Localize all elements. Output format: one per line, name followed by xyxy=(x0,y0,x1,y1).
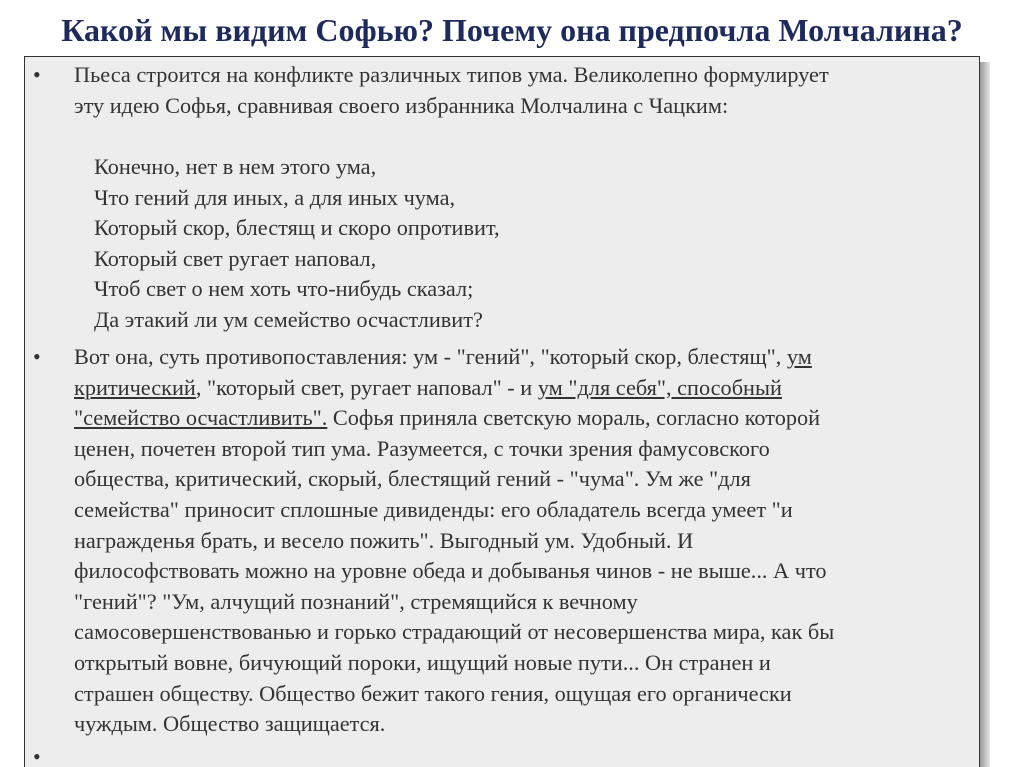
analysis-line: открытый вовне, бичующий пороки, ищущий новые пути... Он странен и xyxy=(74,649,771,675)
bullet-3: • xyxy=(33,744,41,767)
analysis-line: страшен обществу. Общество бежит такого гения, ощущая его органически xyxy=(74,680,792,706)
analysis-line: философствовать можно на уровне обеда и добыванья чинов - не выше... А что xyxy=(74,558,827,584)
analysis-line xyxy=(74,403,974,434)
bullet-2: • xyxy=(33,344,41,369)
analysis-text: Вот она, суть противопоставления: ум - "гений", "который скор, блестящ", xyxy=(74,344,787,369)
intro-paragraph xyxy=(74,60,974,121)
underlined-text: ум "для себя", способный xyxy=(537,374,782,400)
poem-quote xyxy=(94,152,500,336)
intro-line: Пьеса строится на конфликте различных типов ума. Великолепно формулирует xyxy=(74,62,829,87)
analysis-line: семейства" приносит сплошные дивиденды: его обладатель всегда умеет "и xyxy=(74,496,793,522)
poem-line: Что гений для иных, а для иных чума, xyxy=(94,184,456,210)
analysis-line: чуждым. Общество защищается. xyxy=(74,711,386,737)
slide-title: Какой мы видим Софью? Почему она предпочла Молчалина? xyxy=(61,12,963,48)
poem-line: Да этакий ли ум семейство осчастливит? xyxy=(94,306,483,332)
analysis-paragraph xyxy=(74,342,974,740)
underlined-text: ум xyxy=(786,344,812,369)
analysis-text: Софья приняла светскую мораль, согласно которой xyxy=(327,405,821,431)
underlined-text: критический xyxy=(74,374,196,400)
analysis-line: награжденья брать, и весело пожить". Выгодный ум. Удобный. И xyxy=(74,527,694,553)
poem-line: Который свет ругает наповал, xyxy=(94,245,377,271)
analysis-text: , "который свет, ругает наповал" - и xyxy=(195,374,538,400)
box-shadow xyxy=(980,62,990,767)
bullet-1: • xyxy=(33,62,41,87)
underlined-text: "семейство осчастливить". xyxy=(74,405,328,431)
poem-line: Конечно, нет в нем этого ума, xyxy=(94,154,377,179)
analysis-line xyxy=(74,342,974,373)
poem-line: Который скор, блестящ и скоро опротивит, xyxy=(94,215,500,241)
intro-line: эту идею Софья, сравнивая своего избранника Молчалина с Чацким: xyxy=(74,92,729,118)
analysis-line: "гений"? "Ум, алчущий познаний", стремящийся к вечному xyxy=(74,588,638,614)
analysis-line: общества, критический, скорый, блестящий гений - "чума". Ум же "для xyxy=(74,466,751,492)
analysis-line: ценен, почетен второй тип ума. Разумеется, с точки зрения фамусовского xyxy=(74,435,770,461)
analysis-line: самосовершенствованью и горько страдающий от несовершенства мира, как бы xyxy=(74,619,835,645)
analysis-line xyxy=(74,373,974,404)
poem-line: Чтоб свет о нем хоть что-нибудь сказал; xyxy=(94,276,474,302)
